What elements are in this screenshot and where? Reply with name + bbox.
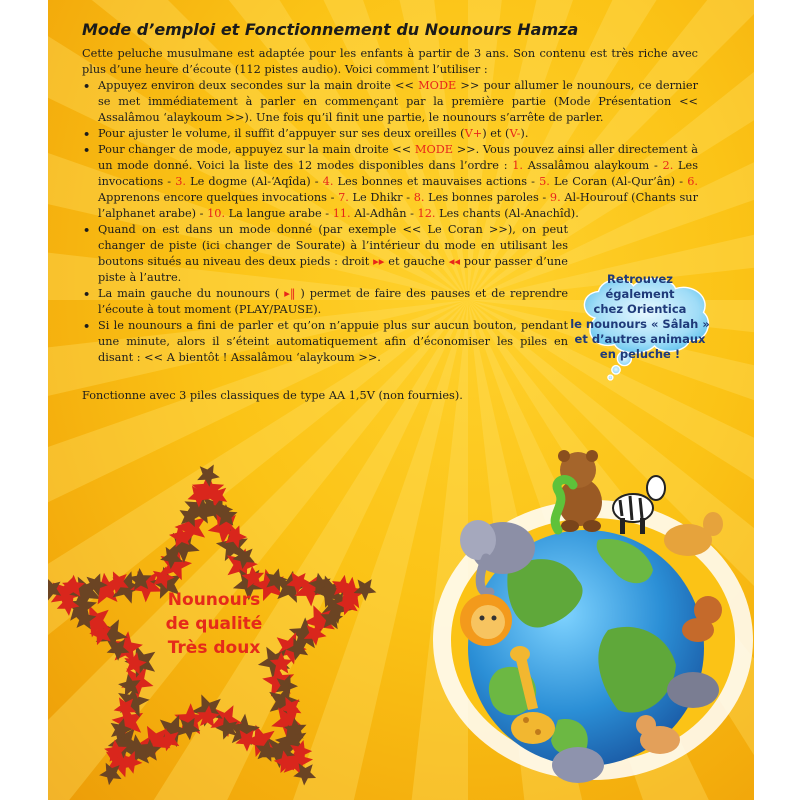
mode-label: Al-Adhân - xyxy=(350,207,418,220)
mode-number: 5. xyxy=(539,175,550,188)
mode-number: 10. xyxy=(207,207,226,220)
mode-number: 9. xyxy=(549,191,561,204)
instruction-play-pause: • La main gauche du nounours ( ▸‖ ) permet de faire des pauses et de reprendre l’écoute à tout moment (PLAY/PAUSE). xyxy=(82,286,568,318)
bubble-text: Retrouvez également chez Orientica le nounours « Sâlah » et d’autres animaux en peluche ! xyxy=(570,272,710,361)
mode-label: La langue arabe - xyxy=(225,207,333,220)
mode-number: 7. xyxy=(338,191,349,204)
volume-down-keyword: V- xyxy=(509,127,521,140)
play-pause-icon: ▸‖ xyxy=(284,287,296,300)
mode-label: Les chants (Al-Anachîd). xyxy=(435,207,579,220)
volume-up-keyword: V+ xyxy=(464,127,483,140)
mode-label: Apprenons encore quelques invocations - xyxy=(98,191,339,204)
mode-number: 3. xyxy=(175,175,186,188)
mode-label: Le dogme (Al-‘Aqîda) - xyxy=(185,175,323,188)
mode-number: 4. xyxy=(322,175,334,188)
mode-label: Le Dhikr - xyxy=(348,191,414,204)
mode-label: Al-Hourouf (Chants sur l’alphanet arabe) - xyxy=(98,191,698,220)
badge-star xyxy=(197,465,220,487)
mode-label: Le Coran (Al-Qur’ân) - xyxy=(549,175,688,188)
mode-label: Assalâmou alaykoum - xyxy=(523,159,663,172)
instruction-change-mode: • Pour changer de mode, appuyez sur la main droite << MODE >>. Vous pouvez ainsi aller directement à un mode donné. Voici la liste des 12 modes disponibles dans l’ordre : 1. Assalâmou alaykoum - 2. Les invocations - 3. Le dogme (Al-‘Aqîda) - 4. Les bonnes et mauvaises actions - 5. Le Coran (Al-Qur’ân) - 6. Apprenons encore quelques invocations - 7. Le Dhikr - 8. Les bonnes paroles - 9. Al-Hourouf (Chants sur l’alphanet arabe) - 10. La langue arabe - 11. Al-Adhân - 12. Les chants (Al-Anachîd). xyxy=(82,142,698,222)
mode-number: 2. xyxy=(662,159,674,172)
mode-number: 1. xyxy=(512,159,524,172)
instruction-auto-off: • Si le nounours a fini de parler et qu’on n’appuie plus sur aucun bouton, pendant une minute, alors il s’éteint automatiquement afin d’économiser les piles en disant : << A bientôt ! Assalâmou ‘alaykoum >>. xyxy=(82,318,568,366)
product-leaflet xyxy=(48,0,754,800)
mode-number: 11. xyxy=(332,207,351,220)
next-track-icon: ▸▸ xyxy=(373,255,385,268)
lion-figure xyxy=(460,594,512,646)
leaflet-title: Mode d’emploi et Fonctionnement du Nounours Hamza xyxy=(82,20,579,39)
intro-paragraph: Cette peluche musulmane est adaptée pour les enfants à partir de 3 ans. Son contenu est très riche avec plus d’une heure d’écoute (112 pistes audio). Voici comment l’utiliser : xyxy=(82,47,698,76)
mode-keyword: MODE xyxy=(414,143,454,156)
instruction-volume: • Pour ajuster le volume, il suffit d’appuyer sur ses deux oreilles (V+) et (V-). xyxy=(82,126,698,142)
globe-with-animals-illustration xyxy=(408,420,754,800)
quality-badge-text: Nounours de qualité Très doux xyxy=(165,590,263,658)
mode-number: 6. xyxy=(687,175,698,188)
instruction-change-track: • Quand on est dans un mode donné (par exemple << Le Coran >>), on peut changer de piste (ici changer de Sourate) à l’intérieur du mode en utilisant les boutons situés au niveau des deux pieds : droit ▸▸ et gauche ◂◂ pour passer d’une piste à l’autre. xyxy=(82,222,568,286)
mode-label: Les invocations - xyxy=(98,159,699,188)
battery-note: Fonctionne avec 3 piles classiques de type AA 1,5V (non fournies). xyxy=(82,389,463,402)
mode-number: 12. xyxy=(417,207,436,220)
mode-label: Les bonnes paroles - xyxy=(424,191,550,204)
instruction-power-on: • Appuyez environ deux secondes sur la main droite << MODE >> pour allumer le nounours, ce dernier se met immédiatement à parler en commençant par la première partie (Mode Présentation << Assalâmou ‘alaykoum >>). Une fois qu’il finit une partie, le nounours s’arrête de parler. xyxy=(82,78,698,126)
mode-keyword: MODE xyxy=(418,79,457,92)
mode-number: 8. xyxy=(413,191,425,204)
mode-label: Les bonnes et mauvaises actions - xyxy=(333,175,540,188)
previous-track-icon: ◂◂ xyxy=(448,255,461,268)
